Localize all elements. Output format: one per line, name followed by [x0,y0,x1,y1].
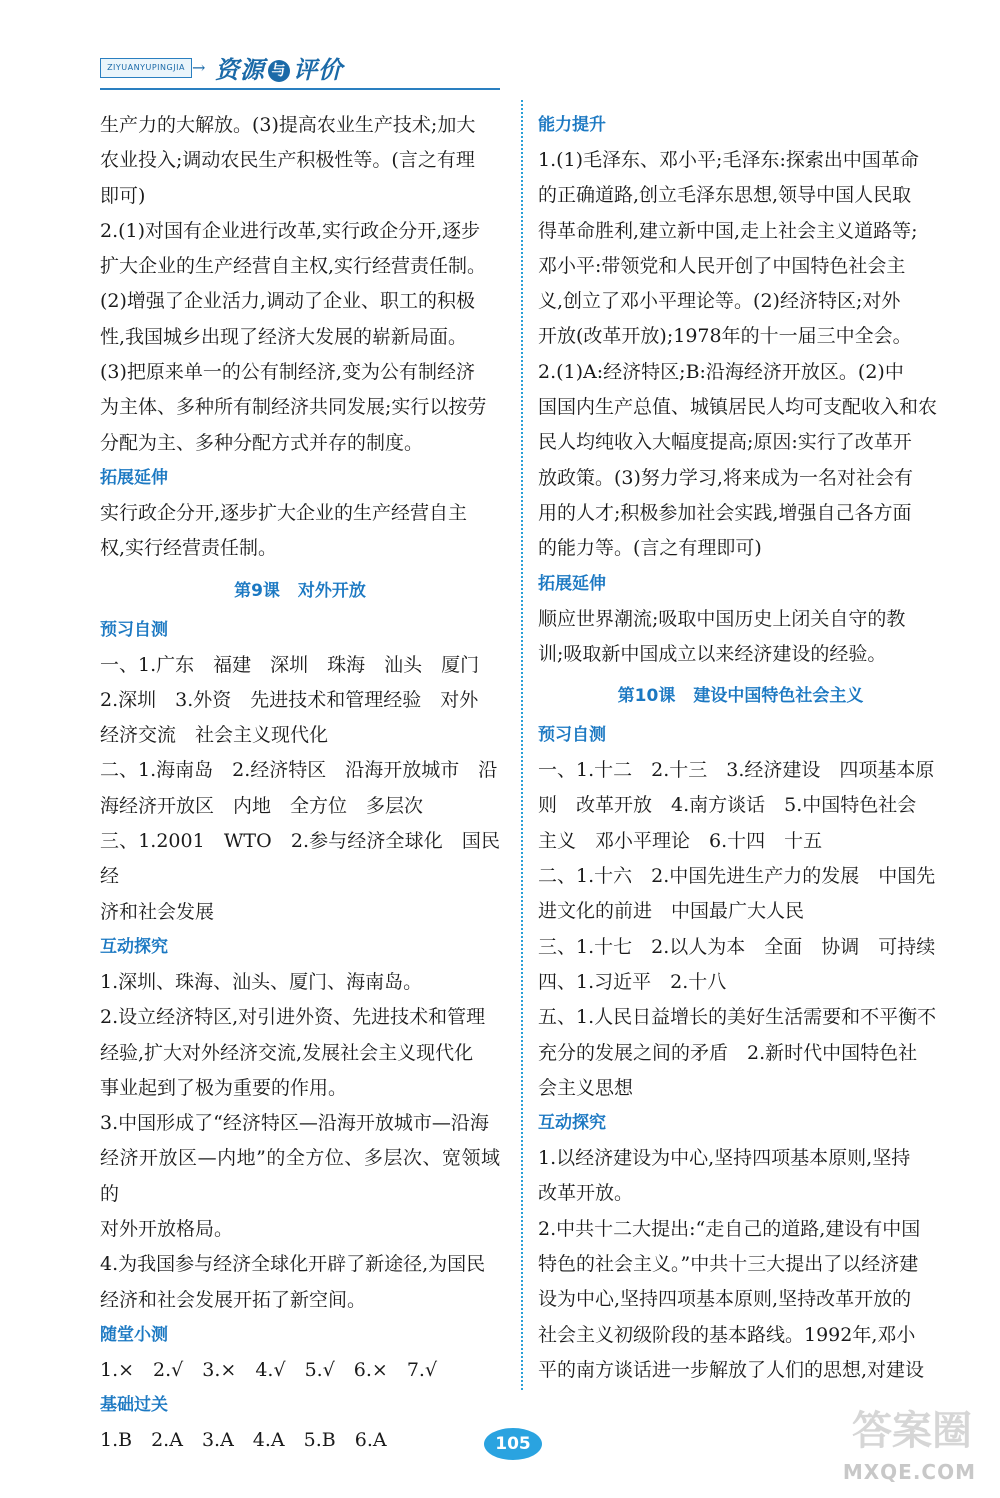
text-line: 经济开放区—内地”的全方位、多层次、宽领域的 [100,1147,500,1205]
section-heading: 预习自测 [100,619,168,640]
text-line: 得革命胜利,建立新中国,走上社会主义道路等; [538,219,918,242]
text-line: 2.(1)A:经济特区;B:沿海经济开放区。(2)中 [538,360,904,383]
text-line: 4.为我国参与经济全球化开辟了新途径,为国民 [100,1253,486,1276]
text-line: 海经济开放区 内地 全方位 多层次 [100,794,424,817]
text-line: 充分的发展之间的矛盾 2.新时代中国特色社 [538,1041,918,1064]
text-line: 2.设立经济特区,对引进外资、先进技术和管理 [100,1006,486,1029]
header-title-amp: 与 [268,60,290,82]
lesson-number: 第9课 [234,580,280,601]
text-line: 平的南方谈话进一步解放了人们的思想,对建设 [538,1358,925,1381]
right-column [538,108,943,1388]
text-line: (2)增强了企业活力,调动了企业、职工的积极 [100,290,475,313]
text-line: 3.中国形成了“经济特区—沿海开放城市—沿海 [100,1112,489,1135]
text-line: 改革开放。 [538,1182,634,1205]
text-line: 1.× 2.√ 3.× 4.√ 5.√ 6.× 7.√ [100,1358,438,1381]
text-line: 农业投入;调动农民生产积极性等。(言之有理 [100,149,475,172]
text-line: 的能力等。(言之有理即可) [538,537,762,560]
text-line: 用的人才;积极参加社会实践,增强自己各方面 [538,501,912,524]
text-line: 主义 邓小平理论 6.十四 十五 [538,829,823,852]
text-line: 顺应世界潮流;吸取中国历史上闭关自守的教 [538,607,906,630]
text-line: 进文化的前进 中国最广大人民 [538,900,805,923]
lesson-title [538,676,943,716]
text-line: 经济和社会发展开拓了新空间。 [100,1288,367,1311]
text-line: 四、1.习近平 2.十八 [538,970,727,993]
text-line: 放政策。(3)努力学习,将来成为一名对社会有 [538,466,913,489]
section-heading: 基础过关 [100,1395,168,1416]
text-line: 1.(1)毛泽东、邓小平;毛泽东:探索出中国革命 [538,149,919,171]
text-line: 则 改革开放 4.南方谈话 5.中国特色社会 [538,794,917,817]
watermark-logo [830,1408,990,1492]
text-line: 一、1.十二 2.十三 3.经济建设 四项基本原 [538,759,935,782]
section-heading: 互动探究 [538,1113,606,1134]
text-line: 权,实行经营责任制。 [100,537,278,560]
lesson-name: 建设中国特色社会主义 [693,686,864,707]
text-line: 2.中共十二大提出:“走自己的道路,建设有中国 [538,1217,921,1240]
column-divider [521,100,523,1390]
section-heading: 拓展延伸 [100,467,168,488]
text-line: 会主义思想 [538,1076,634,1099]
text-line: 济和社会发展 [100,900,215,923]
text-line: 民人均纯收入大幅度提高;原因:实行了改革开 [538,431,912,454]
section-heading: 预习自测 [538,725,606,746]
book-header [100,44,360,84]
text-line: 社会主义初级阶段的基本路线。1992年,邓小 [538,1323,916,1346]
section-heading: 能力提升 [538,115,606,135]
lesson-name: 对外开放 [297,580,366,601]
text-line: 设为中心,坚持四项基本原则,坚持改革开放的 [538,1288,912,1311]
section-heading: 互动探究 [100,936,168,957]
left-column [100,108,500,1459]
text-line: 的正确道路,创立毛泽东思想,领导中国人民取 [538,184,912,207]
header-title-b: 评价 [293,56,343,84]
text-line: 特色的社会主义。”中共十三大提出了以经济建 [538,1253,919,1276]
text-line: 性,我国城乡出现了经济大发展的崭新局面。 [100,325,468,348]
header-title-a: 资源 [215,56,265,84]
arrow-icon: → [192,58,206,77]
text-line: 即可) [100,184,146,207]
text-line: 训;吸取新中国成立以来经济建设的经验。 [538,642,887,665]
text-line: 2.深圳 3.外资 先进技术和管理经验 对外 [100,688,479,711]
page-number: 105 [484,1428,542,1460]
text-line: 生产力的大解放。(3)提高农业生产技术;加大 [100,114,476,136]
lesson-number: 第10课 [617,686,676,707]
text-line: 三、1.十七 2.以人为本 全面 协调 可持续 [538,935,936,958]
text-line: 扩大企业的生产经营自主权,实行经营责任制。 [100,255,487,278]
text-line: 1.以经济建设为中心,坚持四项基本原则,坚持 [538,1147,911,1170]
text-line: 分配为主、多种分配方式并存的制度。 [100,431,424,454]
text-line: (3)把原来单一的公有制经济,变为公有制经济 [100,361,475,384]
section-heading: 拓展延伸 [538,573,606,594]
text-line: 邓小平:带领党和人民开创了中国特色社会主 [538,254,906,277]
text-line: 经济交流 社会主义现代化 [100,724,329,747]
text-line: 五、1.人民日益增长的美好生活需要和不平衡不 [538,1006,937,1029]
text-line: 经验,扩大对外经济交流,发展社会主义现代化 [100,1041,474,1064]
text-line: 义,创立了邓小平理论等。(2)经济特区;对外 [538,290,901,313]
section-heading: 随堂小测 [100,1324,168,1345]
text-line: 为主体、多种所有制经济共同发展;实行以按劳 [100,396,487,419]
text-line: 实行政企分开,逐步扩大企业的生产经营自主 [100,501,468,524]
header-logo-pinyin: ZIYUANYUPINGJIA [100,58,192,78]
watermark-chars: 答案圈 [852,1408,972,1454]
text-line: 一、1.广东 福建 深圳 珠海 汕头 厦门 [100,653,480,676]
text-line: 二、1.十六 2.中国先进生产力的发展 中国先 [538,865,936,888]
text-line: 三、1.2001 WTO 2.参与经济全球化 国民经 [100,830,500,888]
text-line: 对外开放格局。 [100,1218,234,1241]
text-line: 1.深圳、珠海、汕头、厦门、海南岛。 [100,970,423,993]
text-line: 1.B 2.A 3.A 4.A 5.B 6.A [100,1429,387,1452]
header-rule [100,88,500,90]
text-line: 开放(改革开放);1978年的十一届三中全会。 [538,325,912,348]
header-title [215,50,343,85]
text-line: 事业起到了极为重要的作用。 [100,1076,348,1099]
text-line: 国国内生产总值、城镇居民人均可支配收入和农 [538,396,938,419]
text-line: 二、1.海南岛 2.经济特区 沿海开放城市 沿 [100,759,498,782]
text-line: 2.(1)对国有企业进行改革,实行政企分开,逐步 [100,219,481,242]
watermark-site: MXQE.COM [842,1460,976,1484]
lesson-title [100,571,500,611]
